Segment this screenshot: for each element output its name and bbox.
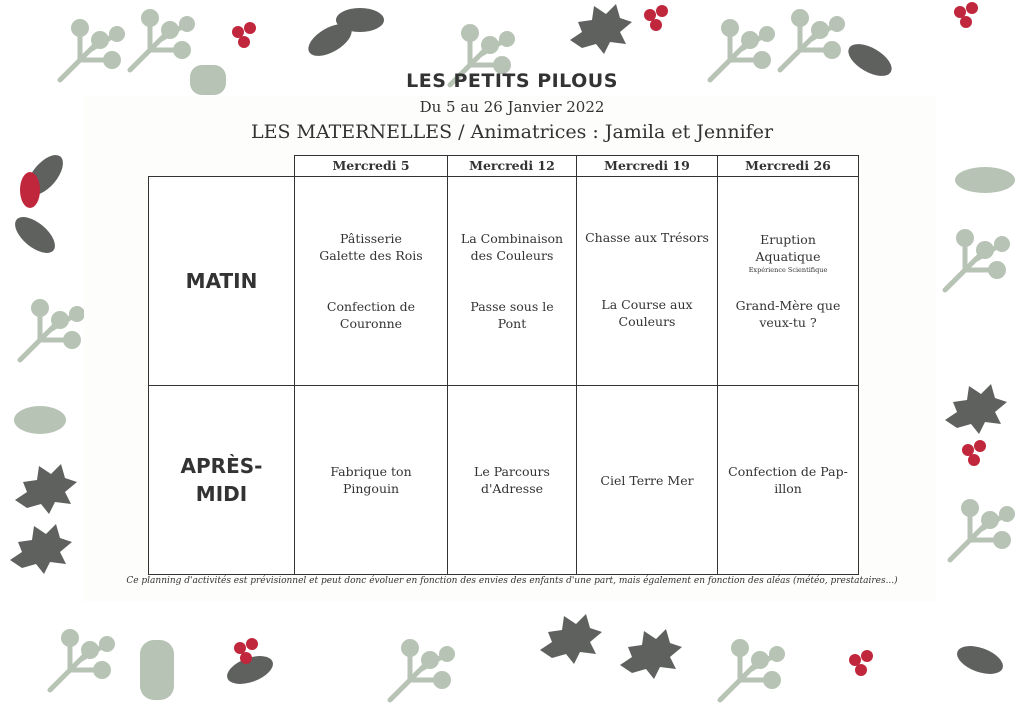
- activity: La Course aux Couleurs: [601, 297, 693, 329]
- activity-schedule-table: [148, 155, 859, 575]
- activity: Le Parcours d'Adresse: [474, 464, 550, 496]
- table-cell: [447, 176, 577, 386]
- activity: Fabrique ton Pingouin: [330, 464, 412, 496]
- row-label-text: APRÈS-: [180, 454, 263, 478]
- activity: Pâtisserie Galette des Rois: [319, 231, 423, 263]
- table-cell: [576, 176, 718, 386]
- row-label-text: MIDI: [195, 482, 248, 506]
- column-header-3: Mercredi 19: [576, 155, 718, 177]
- table-cell: [447, 385, 577, 575]
- page-title: LES PETITS PILOUS: [406, 70, 618, 92]
- table-cell: [576, 385, 718, 575]
- activity-note: Expérience Scientifique: [748, 266, 828, 274]
- activity: La Combinaison des Couleurs: [460, 231, 564, 263]
- column-header-2: Mercredi 12: [447, 155, 577, 177]
- table-cell: [717, 176, 859, 386]
- footnote: Ce planning d'activités est prévisionnel et peut donc évoluer en fonction des envies des enfants d'une part, mais également en fonction des aléas (météo, prestataires...): [126, 576, 898, 586]
- date-range: Du 5 au 26 Janvier 2022: [419, 98, 605, 116]
- row-label-afternoon: [148, 385, 295, 575]
- row-label-text: MATIN: [185, 269, 258, 293]
- activity: Chasse aux Trésors: [585, 230, 709, 245]
- activity: Confection de Couronne: [326, 299, 416, 331]
- activity: Confection de Pap- illon: [728, 464, 848, 496]
- activity: Grand-Mère que veux-tu ?: [735, 298, 841, 330]
- column-header-4: Mercredi 26: [717, 155, 859, 177]
- activity: Ciel Terre Mer: [600, 472, 694, 488]
- row-label-morning: [148, 176, 295, 386]
- page-subtitle: LES MATERNELLES / Animatrices : Jamila et Jennifer: [250, 121, 774, 143]
- column-header-1: Mercredi 5: [294, 155, 448, 177]
- activity: Passe sous le Pont: [470, 299, 554, 331]
- table-cell: [294, 385, 448, 575]
- table-cell: [717, 385, 859, 575]
- activity: Eruption Aquatique Expérience Scientifique: [748, 232, 828, 274]
- table-cell: [294, 176, 448, 386]
